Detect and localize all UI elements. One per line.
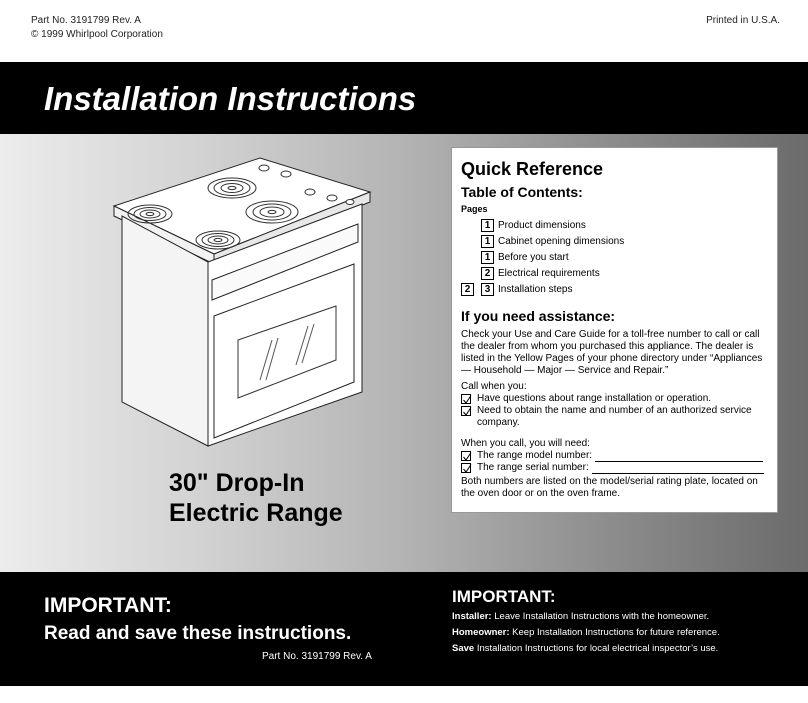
toc-page-number: 2 xyxy=(461,283,474,296)
checkbox-icon xyxy=(461,451,471,461)
important-heading-2: IMPORTANT: xyxy=(452,587,556,606)
rating-plate-note: Both numbers are listed on the model/serial rating plate, located on the oven door or on the oven frame. xyxy=(461,476,758,499)
range-illustration xyxy=(100,150,390,450)
bottom-part-number: Part No. 3191799 Rev. A xyxy=(262,651,372,662)
product-name xyxy=(169,468,343,528)
quick-reference-title: Quick Reference xyxy=(461,159,604,179)
note-homeowner xyxy=(452,625,720,641)
assistance-title: If you need assistance: xyxy=(461,308,616,324)
model-number-line xyxy=(595,452,763,462)
note-role: Homeowner: xyxy=(452,627,510,638)
bottom-band xyxy=(0,572,808,686)
checkbox-icon xyxy=(461,406,471,416)
checkbox-icon xyxy=(461,394,471,404)
when-call-label: When you call, you will need: xyxy=(461,438,590,449)
call-when-label: Call when you: xyxy=(461,381,527,392)
part-number: Part No. 3191799 Rev. A xyxy=(31,15,141,26)
need-list xyxy=(461,450,768,474)
checkbox-icon xyxy=(461,463,471,473)
note-text: Installation Instructions for local electrical inspector’s use. xyxy=(474,643,719,654)
checklist-text: Need to obtain the name and number of an authorized service company. xyxy=(477,405,752,428)
toc-label: Before you start xyxy=(498,252,569,263)
checklist-item xyxy=(461,405,768,429)
toc-row xyxy=(461,283,768,299)
note-text: Keep Installation Instructions for future reference. xyxy=(509,627,720,638)
printed-in: Printed in U.S.A. xyxy=(706,15,780,26)
toc-row xyxy=(461,235,768,251)
checklist-item xyxy=(461,462,768,474)
quick-reference-box xyxy=(451,147,778,513)
important-heading: IMPORTANT: xyxy=(44,594,172,617)
toc-row xyxy=(461,251,768,267)
toc-list xyxy=(461,219,768,299)
document-title: Installation Instructions xyxy=(44,80,417,117)
checklist-text: The range model number: xyxy=(477,450,593,461)
note-save xyxy=(452,641,720,657)
toc-label: Installation steps xyxy=(498,284,573,295)
product-line-2: Electric Range xyxy=(169,499,343,527)
toc-page-number: 1 xyxy=(481,235,494,248)
call-list xyxy=(461,393,768,429)
checklist-text: The range serial number: xyxy=(477,462,589,473)
checklist-item xyxy=(461,450,768,462)
pages-label: Pages xyxy=(461,204,488,214)
note-installer xyxy=(452,609,720,625)
toc-page-number: 1 xyxy=(481,219,494,232)
note-role: Installer: xyxy=(452,611,492,622)
toc-label: Product dimensions xyxy=(498,220,586,231)
toc-label: Electrical requirements xyxy=(498,268,600,279)
header-left xyxy=(31,14,163,42)
title-band xyxy=(0,62,808,134)
checklist-text: Have questions about range installation or operation. xyxy=(477,393,712,404)
toc-row xyxy=(461,219,768,235)
toc-page-number: 3 xyxy=(481,283,494,296)
toc-page-number: 2 xyxy=(481,267,494,280)
product-line-1: 30" Drop-In xyxy=(169,469,305,497)
serial-number-line xyxy=(592,464,764,474)
note-text: Leave Installation Instructions with the homeowner. xyxy=(491,611,710,622)
important-notes xyxy=(452,609,720,657)
checklist-item xyxy=(461,393,768,405)
assistance-text: Check your Use and Care Guide for a toll-free number to call or call the dealer from whom you purchased this appliance. The dealer is listed in the Yellow Pages of your phone directory under “Appliances — Household — Major — Service and Repair.” xyxy=(461,329,763,376)
toc-page-number: 1 xyxy=(481,251,494,264)
copyright: © 1999 Whirlpool Corporation xyxy=(31,29,163,40)
toc-row xyxy=(461,267,768,283)
toc-title: Table of Contents: xyxy=(461,184,583,200)
toc-label: Cabinet opening dimensions xyxy=(498,236,625,247)
read-save-text: Read and save these instructions. xyxy=(44,623,352,644)
note-role: Save xyxy=(452,643,475,654)
